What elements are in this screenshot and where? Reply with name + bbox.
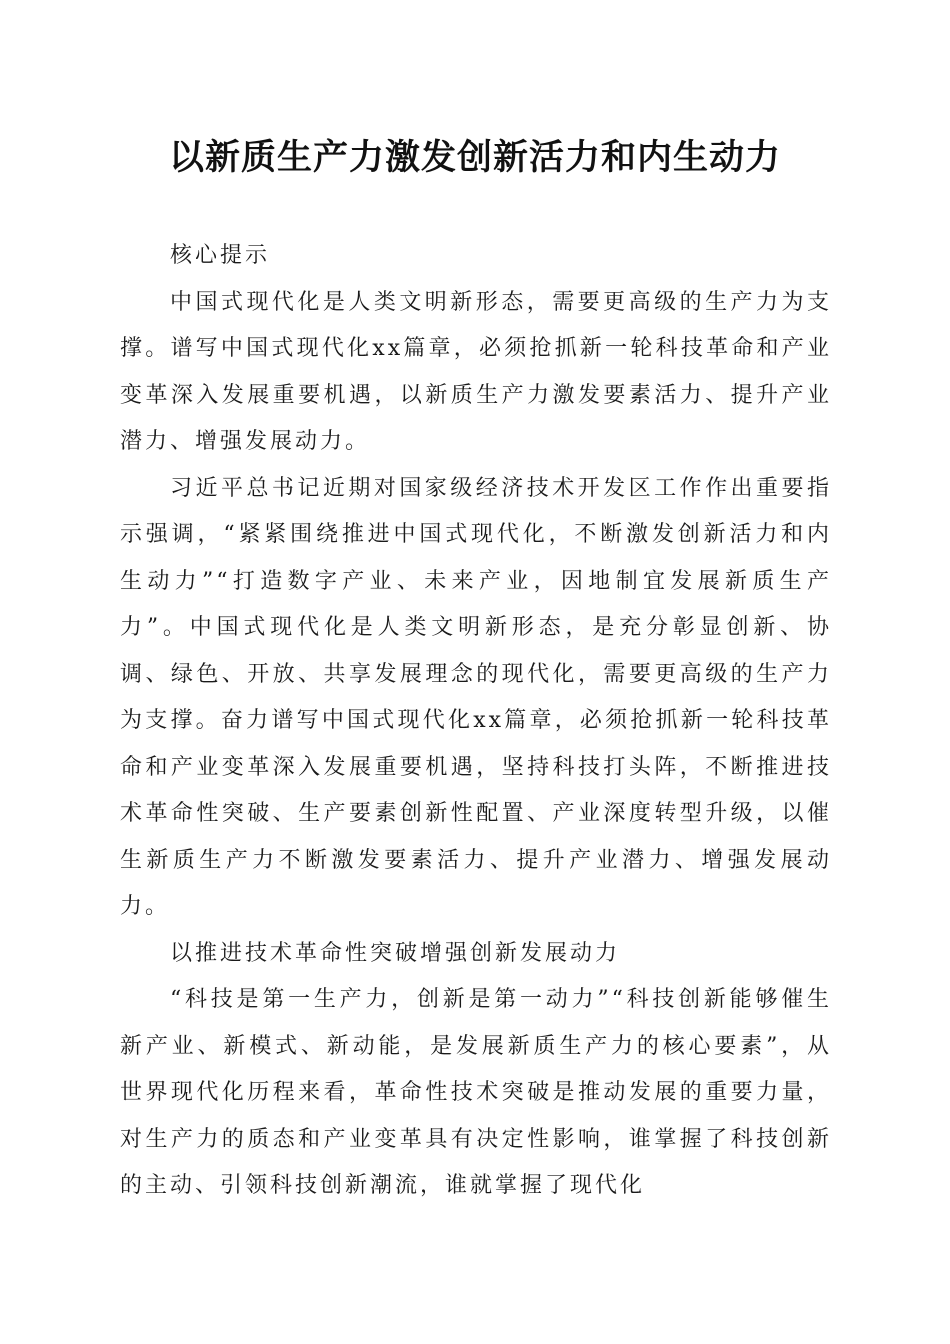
paragraph-instruction: 习近平总书记近期对国家级经济技术开发区工作作出重要指示强调，“紧紧围绕推进中国式现代化，不断激发创新活力和内生动力”“打造数字产业、未来产业，因地制宜发展新质生产力”。中国式现代化是人类文明新形态，是充分彰显创新、协调、绿色、开放、共享发展理念的现代化，需要更高级的生产力为支撑。奋力谱写中国式现代化xx篇章，必须抢抓新一轮科技革命和产业变革深入发展重要机遇，坚持科技打头阵，不断推进技术革命性突破、生产要素创新性配置、产业深度转型升级，以催生新质生产力不断激发要素活力、提升产业潜力、增强发展动力。 [120, 475, 832, 919]
document-body [120, 233, 832, 1210]
section-heading-core-summary: 核心提示 [170, 243, 271, 268]
paragraph-summary: 中国式现代化是人类文明新形态，需要更高级的生产力为支撑。谱写中国式现代化xx篇章，必须抢抓新一轮科技革命和产业变革深入发展重要机遇，以新质生产力激发要素活力、提升产业潜力、增强发展动力。 [120, 289, 832, 454]
document-title: 以新质生产力激发创新活力和内生动力 [168, 137, 781, 178]
section-heading-tech-breakthrough: 以推进技术革命性突破增强创新发展动力 [170, 940, 621, 966]
paragraph-tech-innovation: “科技是第一生产力，创新是第一动力”“科技创新能够催生新产业、新模式、新动能，是发展新质生产力的核心要素”，从世界现代化历程来看，革命性技术突破是推动发展的重要力量，对生产力的质态和产业变革具有决定性影响，谁掌握了科技创新的主动、引领科技创新潮流，谁就掌握了现代化 [120, 987, 832, 1198]
